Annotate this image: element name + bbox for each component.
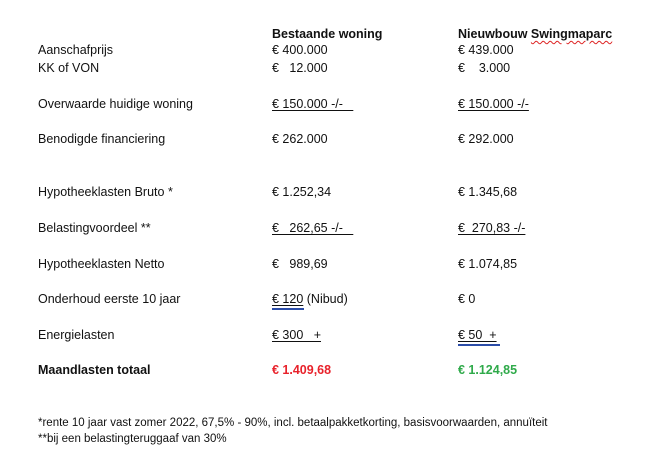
existing-mortgage-net: € 989,69 <box>272 257 328 271</box>
new-mortgage-net: € 1.074,85 <box>458 257 518 271</box>
editor-underline-mark <box>272 308 304 310</box>
row-label-purchase-price: Aanschafprijs <box>38 43 114 57</box>
new-required-financing: € 292.000 <box>458 132 514 146</box>
header-new-build <box>458 27 612 42</box>
header-new-build-prefix: Nieuwbouw <box>458 27 531 41</box>
new-maintenance: € 0 <box>458 292 476 306</box>
header-existing-home: Bestaande woning <box>272 27 383 41</box>
row-label-maintenance: Onderhoud eerste 10 jaar <box>38 292 181 306</box>
header-new-build-project: Swingmaparc <box>530 27 613 41</box>
footnote-interest: *rente 10 jaar vast zomer 2022, 67,5% - 90%, incl. betaalpakketkorting, basisvoorwaarden, annuïteit <box>38 417 548 429</box>
row-label-mortgage-net: Hypotheeklasten Netto <box>38 257 165 271</box>
existing-monthly-total: € 1.409,68 <box>272 363 332 377</box>
existing-maintenance <box>272 292 348 307</box>
row-label-costs: KK of VON <box>38 61 100 75</box>
new-tax-benefit: € 270,83 -/- <box>458 221 526 235</box>
existing-surplus-value: € 150.000 -/- <box>272 97 354 111</box>
new-mortgage-gross: € 1.345,68 <box>458 185 518 199</box>
new-monthly-total: € 1.124,85 <box>458 363 518 377</box>
existing-purchase-price: € 400.000 <box>272 43 328 57</box>
footnote-tax-refund: **bij een belastingteruggaaf van 30% <box>38 433 227 445</box>
row-label-energy: Energielasten <box>38 328 115 342</box>
existing-maintenance-amount: € 120 <box>272 292 304 306</box>
existing-costs: € 12.000 <box>272 61 328 75</box>
editor-underline-mark <box>458 344 500 346</box>
row-label-surplus-value: Overwaarde huidige woning <box>38 97 193 111</box>
existing-mortgage-gross: € 1.252,34 <box>272 185 332 199</box>
existing-tax-benefit: € 262,65 -/- <box>272 221 354 235</box>
existing-required-financing: € 262.000 <box>272 132 328 146</box>
existing-energy: € 300 + <box>272 328 321 342</box>
new-costs: € 3.000 <box>458 61 511 75</box>
new-surplus-value: € 150.000 -/- <box>458 97 529 111</box>
row-label-required-financing: Benodigde financiering <box>38 132 166 146</box>
new-purchase-price: € 439.000 <box>458 43 514 57</box>
row-label-mortgage-gross: Hypotheeklasten Bruto * <box>38 185 173 199</box>
row-label-tax-benefit: Belastingvoordeel ** <box>38 221 151 235</box>
new-energy: € 50 + <box>458 328 497 342</box>
row-label-monthly-total: Maandlasten totaal <box>38 363 151 377</box>
existing-maintenance-note: (Nibud) <box>303 292 348 306</box>
